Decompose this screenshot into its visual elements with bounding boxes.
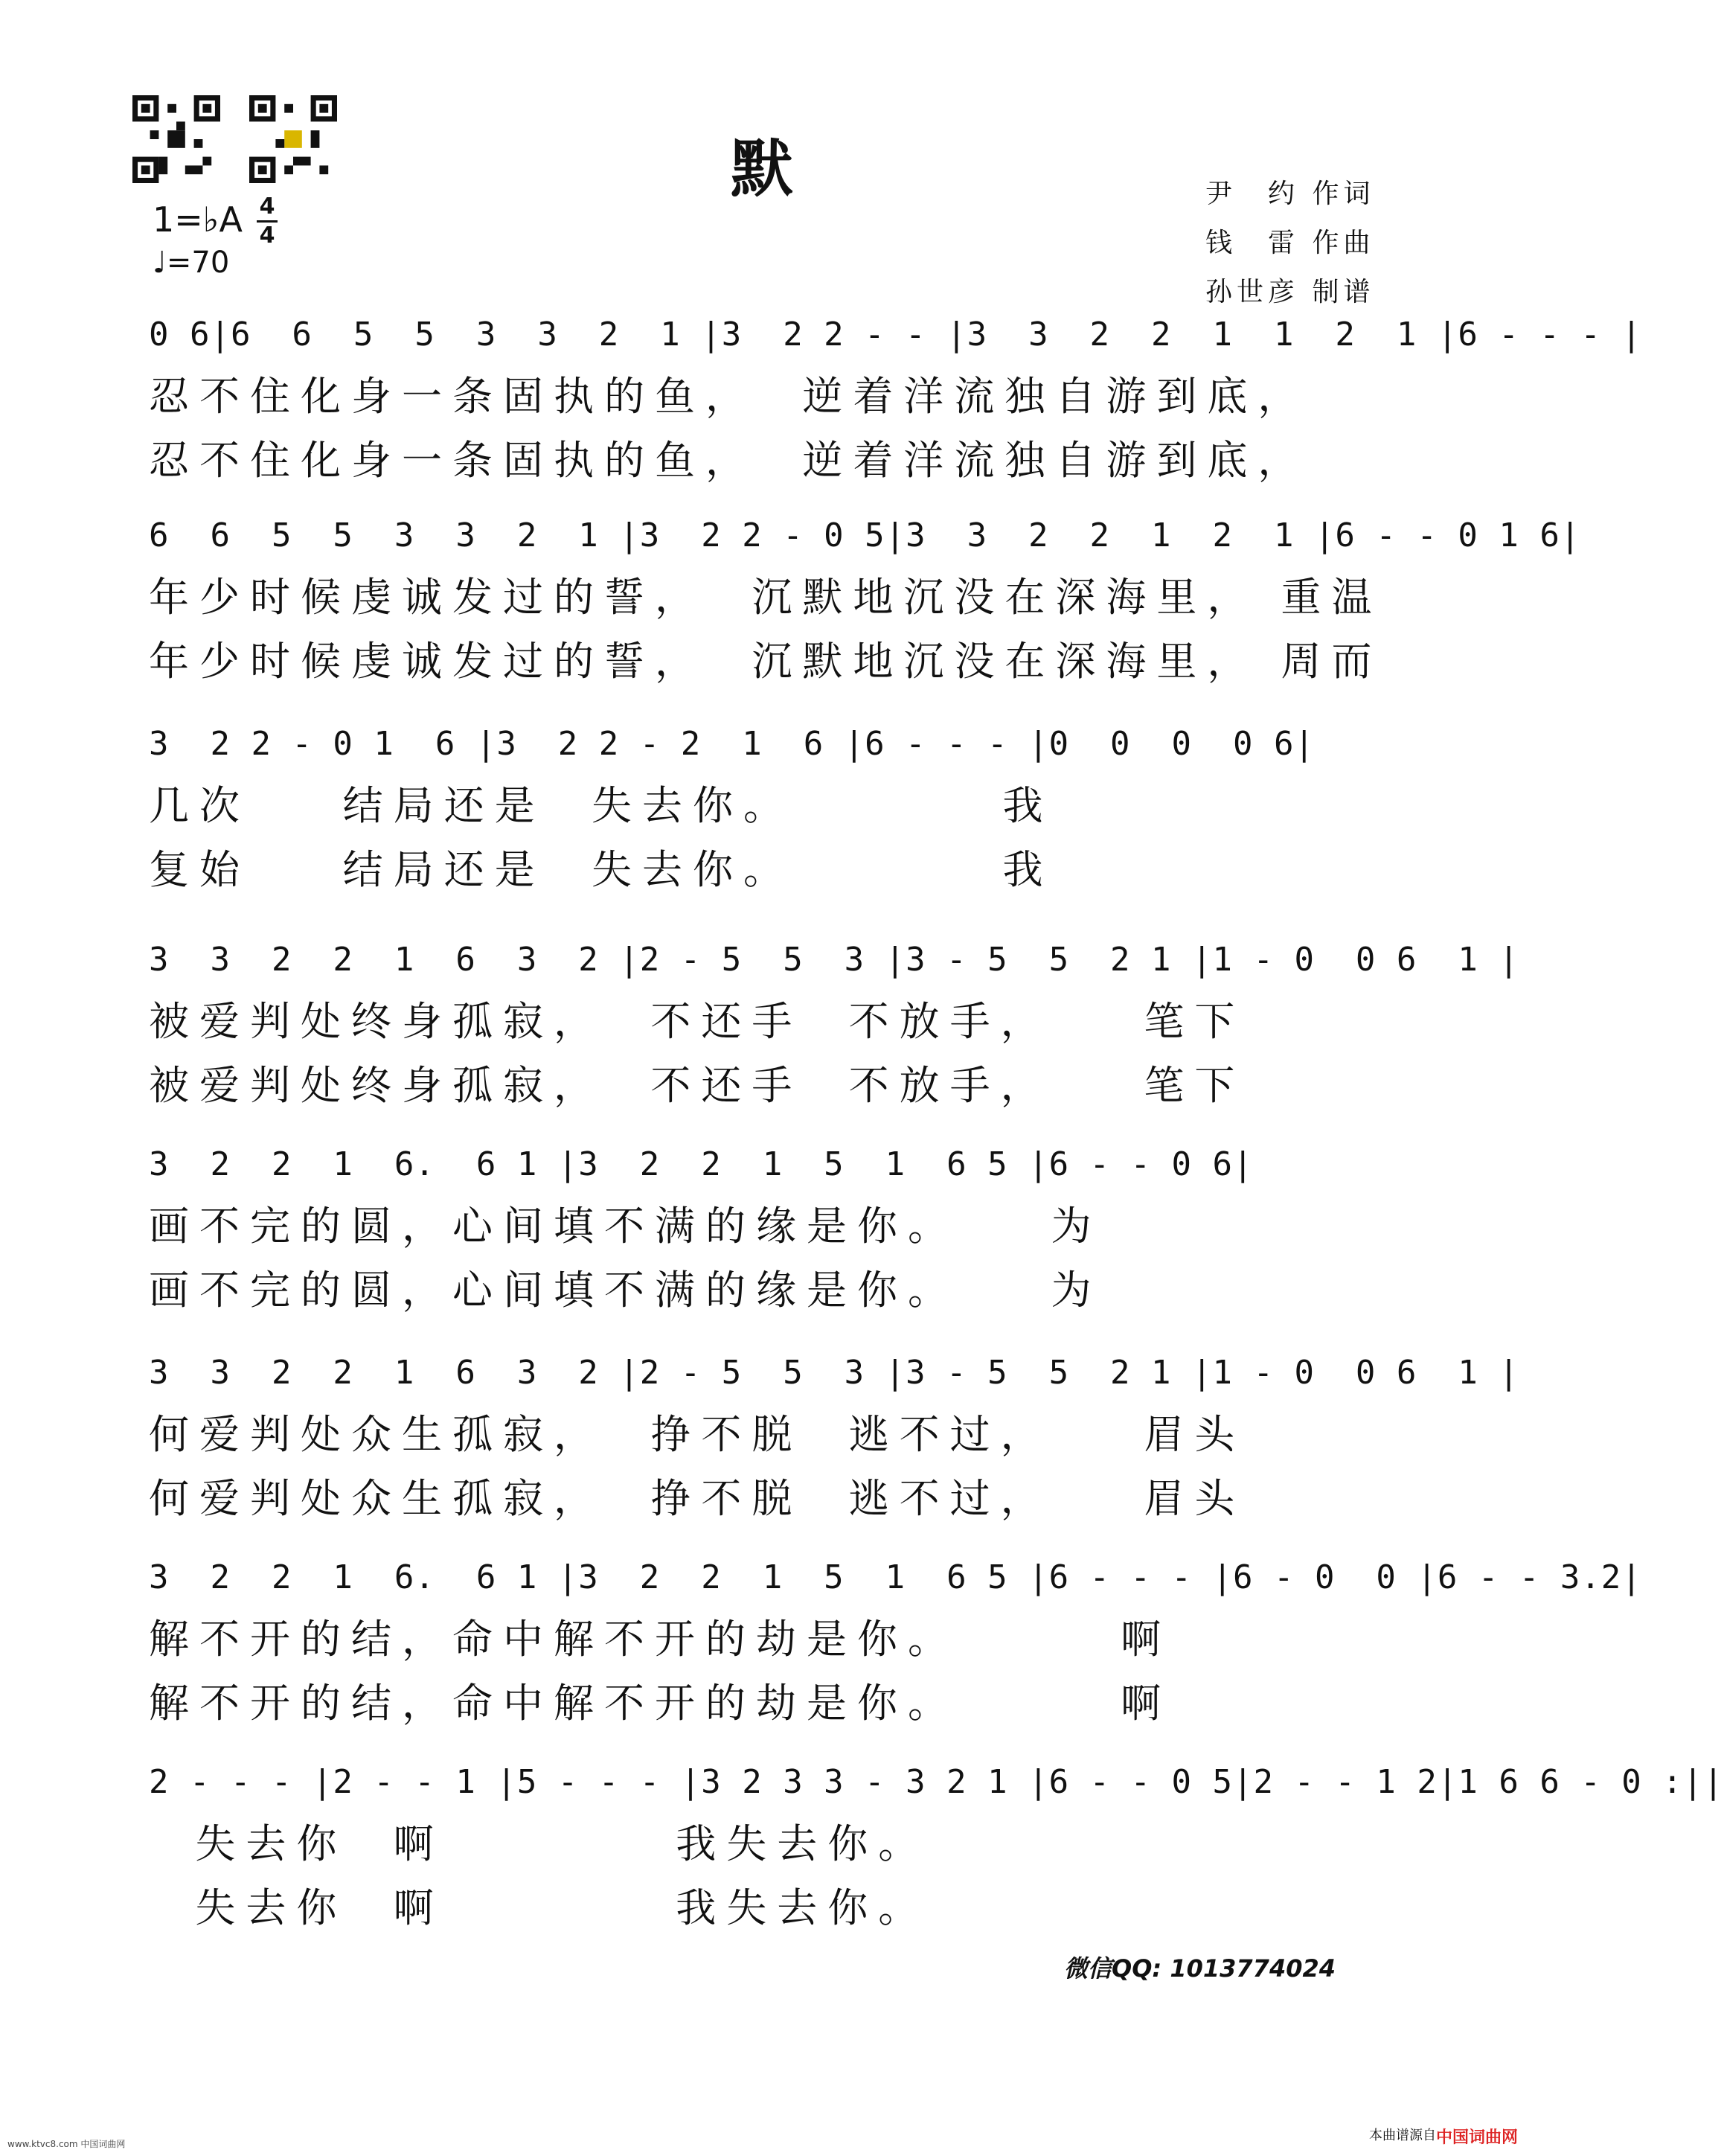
time-signature-numerator: 4 (259, 193, 275, 220)
lyric-verse-1: 画不完的圆，心间填不满的缘是你。 为 (149, 1203, 1102, 1250)
lyric-verse-2: 被爱判处终身孤寂， 不还手 不放手， 笔下 (149, 1062, 1246, 1109)
credits (1205, 170, 1374, 317)
lyric-verse-2: 画不完的圆，心间填不满的缘是你。 为 (149, 1267, 1102, 1314)
watermark: www.ktvc8.com 中国词曲网 (7, 2139, 126, 2149)
lyric-verse-2: 何爱判处众生孤寂， 挣不脱 逃不过， 眉头 (149, 1475, 1246, 1522)
key-signature: 1=♭A (153, 199, 243, 240)
notation-line: 3 2 2 - 0 1 6 |3 2 2 - 2 1 6 |6 - - - |0 0 0 0 6| (149, 725, 1315, 763)
time-signature-denominator: 4 (259, 223, 275, 249)
transcriber-credit: 孙世彦 制谱 (1205, 277, 1375, 307)
score-system (149, 714, 1384, 902)
notation-line: 3 3 2 2 1 6 3 2 |2 - 5 5 3 |3 - 5 5 2 1 |1 - 0 0 6 1 | (149, 1354, 1519, 1392)
score-system (149, 506, 1581, 694)
time-signature (257, 195, 278, 248)
lyric-verse-1: 年少时候虔诚发过的誓， 沉默地沉没在深海里， 重温 (149, 574, 1382, 621)
score-system (149, 1548, 1642, 1736)
lyricist-credit: 尹 约 作词 (1205, 179, 1375, 209)
lyric-verse-2: 解不开的结，命中解不开的劫是你。 啊 (149, 1680, 1172, 1727)
score-system (149, 1343, 1519, 1531)
notation-line: 2 - - - |2 - - 1 |5 - - - |3 2 3 3 - 3 2 1 |6 - - 0 5|2 - - 1 2|1 6 6 - 0 :|| (149, 1763, 1724, 1801)
composer-credit: 钱 雷 作曲 (1205, 228, 1375, 258)
source-label: 本曲谱源自 (1369, 2128, 1436, 2143)
score-system (149, 1135, 1384, 1322)
tempo-marking: ♩=70 (153, 246, 230, 280)
notation-line: 0 6|6 6 5 5 3 3 2 1 |3 2 2 - - |3 3 2 2 1 1 2 1 |6 - - - | (149, 316, 1642, 354)
notation-line: 3 2 2 1 6. 6 1 |3 2 2 1 5 1 6 5 |6 - - - |6 - 0 0 |6 - - 3.2| (149, 1558, 1642, 1596)
lyric-verse-1: 失去你 啊 我失去你。 (149, 1820, 929, 1867)
contact-info: 微信QQ: 1013774024 (1064, 1954, 1336, 1983)
lyric-verse-2: 复始 结局还是 失去你。 我 (149, 846, 1054, 893)
lyric-verse-1: 忍不住化身一条固执的鱼， 逆着洋流独自游到底， (149, 373, 1309, 420)
score-system (149, 305, 1642, 493)
lyric-verse-2: 年少时候虔诚发过的誓， 沉默地沉没在深海里， 周而 (149, 638, 1382, 685)
notation-line: 3 3 2 2 1 6 3 2 |2 - 5 5 3 |3 - 5 5 2 1 |1 - 0 0 6 1 | (149, 941, 1519, 979)
lyric-verse-2: 失去你 啊 我失去你。 (149, 1884, 929, 1931)
notation-line: 6 6 5 5 3 3 2 1 |3 2 2 - 0 5|3 3 2 2 1 2 1 |6 - - 0 1 6| (149, 516, 1581, 554)
site-name: 中国词曲网 (1436, 2128, 1519, 2147)
lyric-verse-1: 何爱判处众生孤寂， 挣不脱 逃不过， 眉头 (149, 1411, 1246, 1458)
lyric-verse-2: 忍不住化身一条固执的鱼， 逆着洋流独自游到底， (149, 437, 1309, 484)
lyric-verse-1: 解不开的结，命中解不开的劫是你。 啊 (149, 1616, 1172, 1663)
score-system (149, 930, 1519, 1118)
score-system (149, 1753, 1724, 1940)
song-title: 默 (730, 132, 793, 205)
lyric-verse-1: 几次 结局还是 失去你。 我 (149, 782, 1054, 829)
notation-line: 3 2 2 1 6. 6 1 |3 2 2 1 5 1 6 5 |6 - - 0 6| (149, 1145, 1254, 1183)
lyric-verse-1: 被爱判处终身孤寂， 不还手 不放手， 笔下 (149, 998, 1246, 1045)
